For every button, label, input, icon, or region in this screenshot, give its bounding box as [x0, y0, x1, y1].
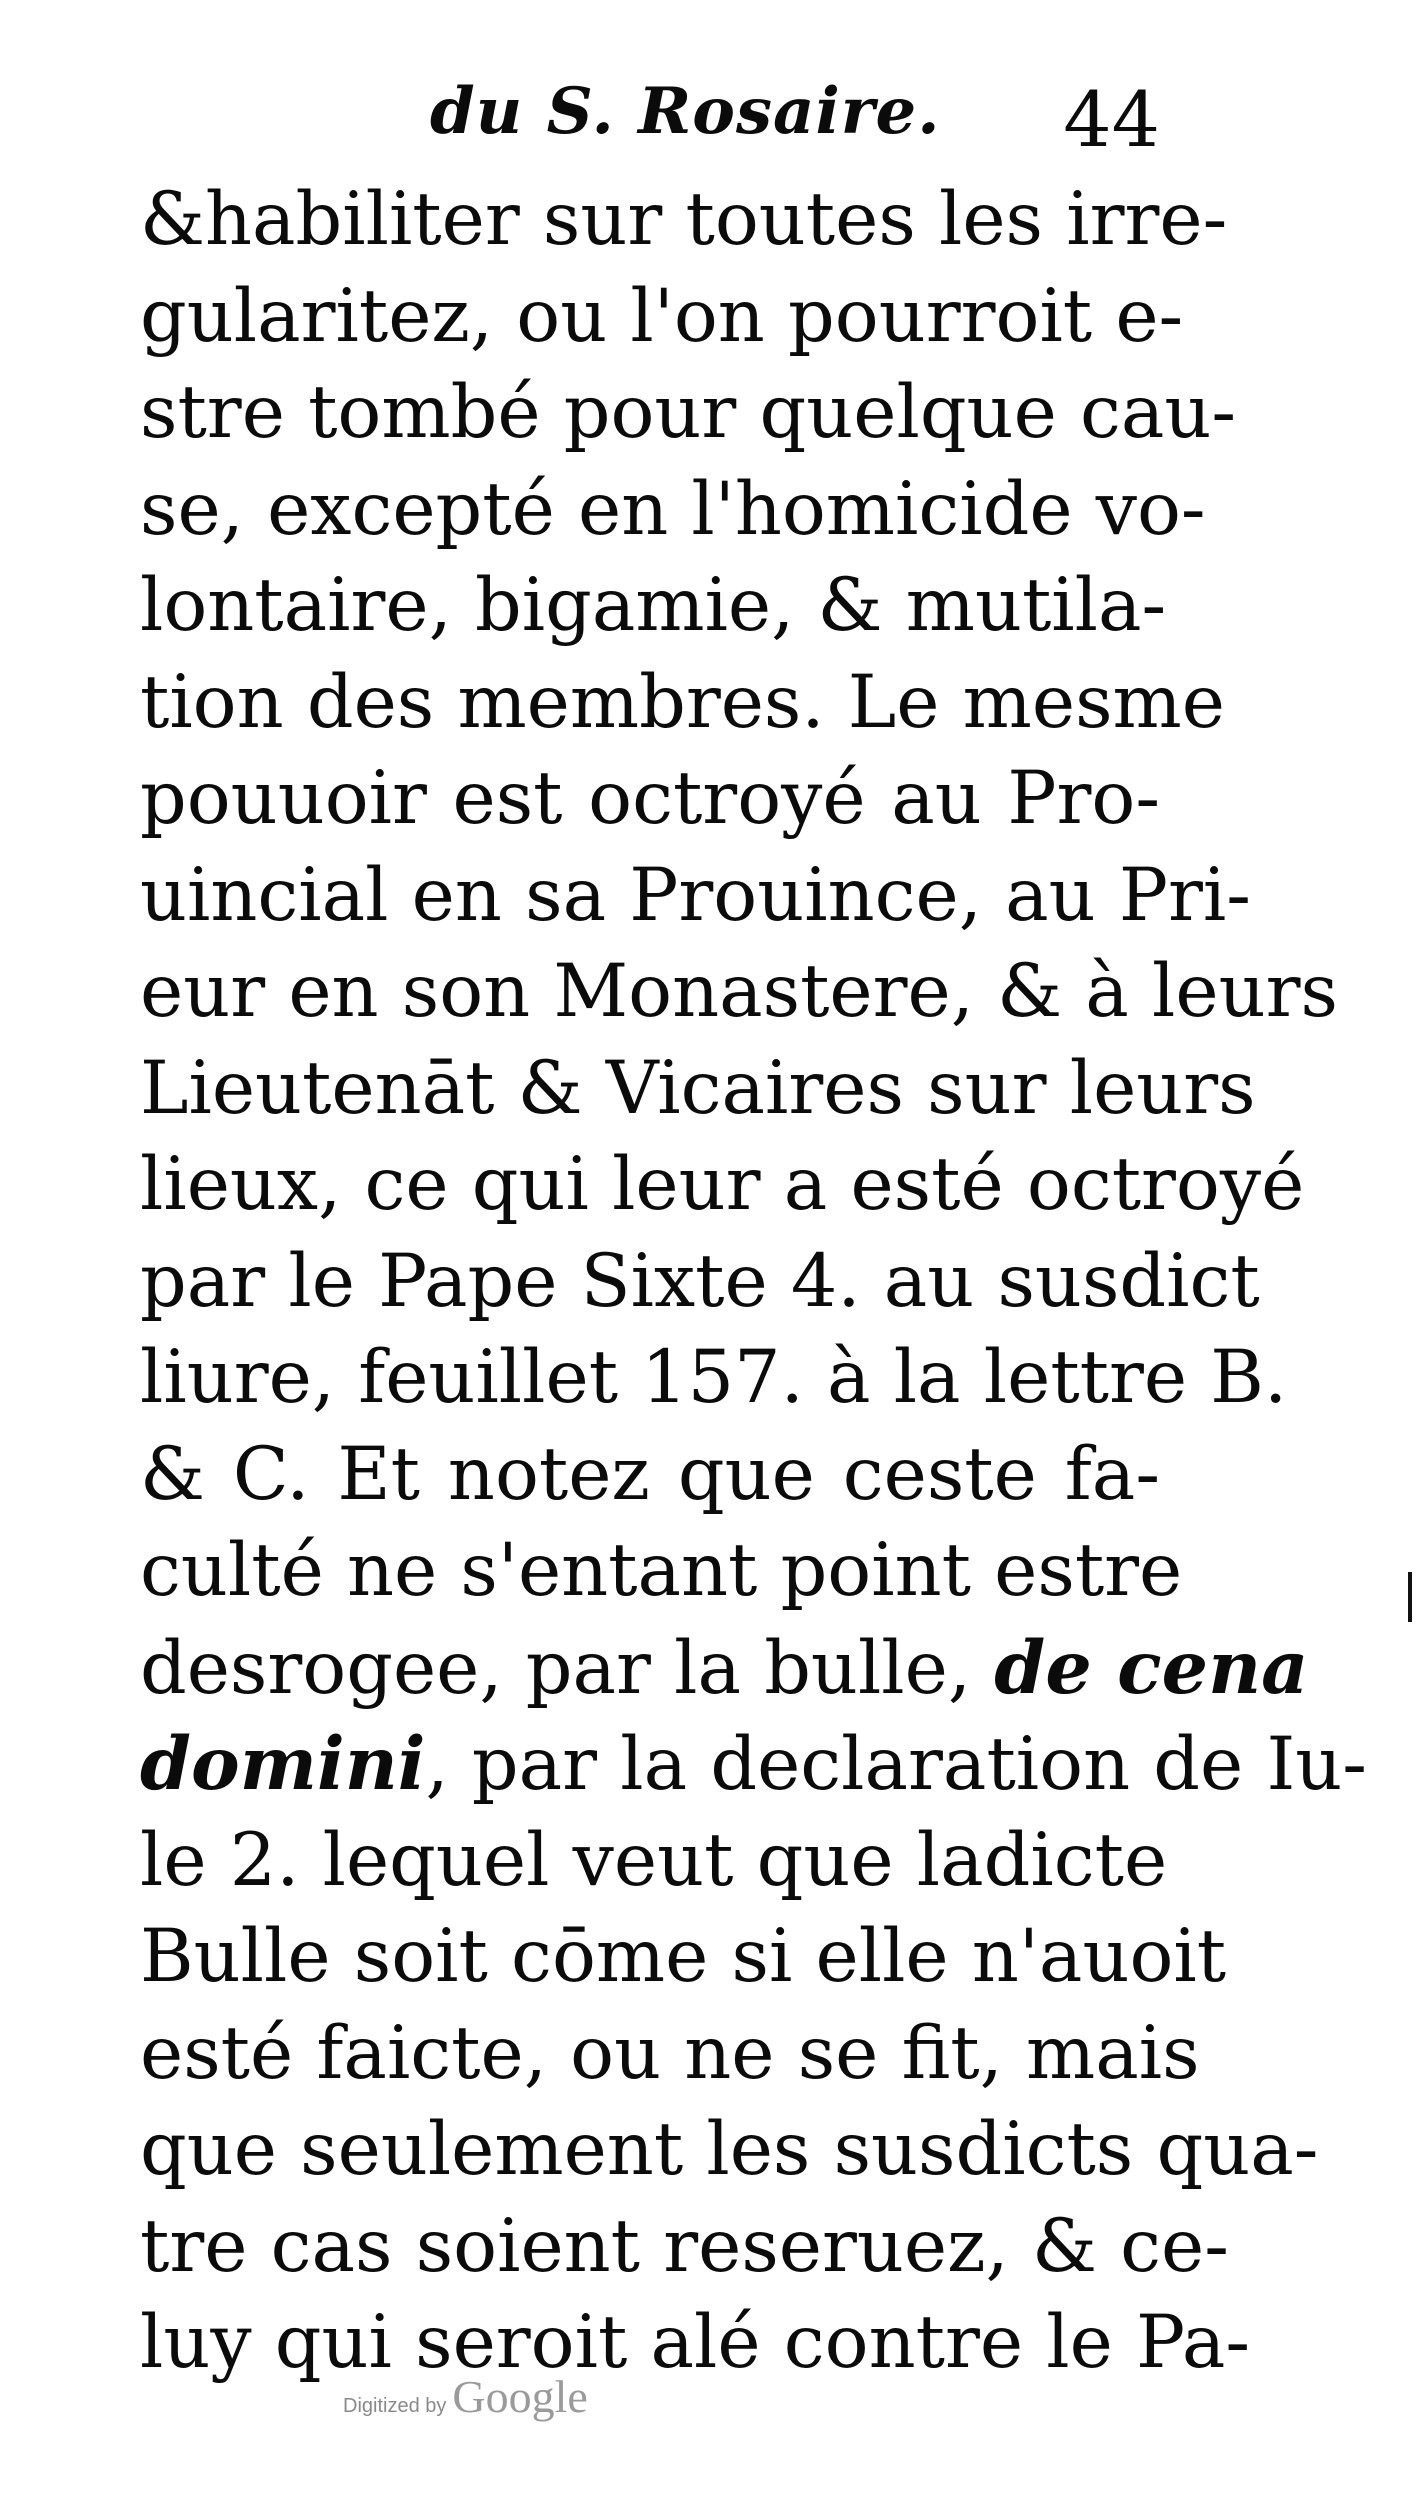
text-line [140, 1620, 1309, 1717]
running-head [140, 62, 1160, 172]
text-line: lontaire, bigamie, & mutila- [140, 563, 1167, 648]
italic-phrase: domini [140, 1721, 426, 1807]
text-segment: desrogee, par la bulle, [140, 1625, 972, 1711]
text-line: par le Pape Sixte 4. au susdict [140, 1238, 1260, 1324]
text-line: se, excepté en l'homicide vo- [140, 466, 1206, 552]
text-line: Bulle soit cōme si elle n'auoit [140, 1914, 1227, 1999]
text-line: que seulement les susdicts qua- [140, 2107, 1319, 2192]
text-line: tre cas soient reseruez, & ce- [140, 2203, 1229, 2289]
text-line: culté ne s'entant point estre [140, 1528, 1183, 1613]
text-line: esté faicte, ou ne se fit, mais [140, 2010, 1200, 2096]
text-segment: , par la declaration de Iu- [425, 1722, 1367, 1807]
text-line: uincial en sa Prouince, au Pri- [140, 852, 1251, 938]
text-line: eur en son Monastere, & à leurs [140, 949, 1338, 1034]
text-line [140, 1716, 1367, 1813]
text-line: tion des membres. Le mesme [140, 659, 1225, 745]
italic-phrase: de cena [994, 1624, 1309, 1711]
digitized-by-watermark [343, 2370, 588, 2423]
text-line: pouuoir est octroyé au Pro- [140, 756, 1160, 841]
text-line: luy qui seroit alé contre le Pa- [140, 2300, 1251, 2385]
body-text [140, 172, 1367, 2392]
text-line: stre tombé pour quelque cau- [140, 370, 1237, 455]
text-line: lieux, ce qui leur a esté octroyé [140, 1142, 1305, 1227]
digitized-by-text: Digitized by [343, 2395, 447, 2417]
page-number: 44 [1063, 75, 1160, 164]
google-logo: Google [452, 2371, 588, 2422]
text-line: gularitez, ou l'on pourroit e- [140, 273, 1184, 359]
page-edge-mark [1408, 1572, 1412, 1622]
text-line: Lieutenāt & Vicaires sur leurs [140, 1045, 1256, 1131]
running-title: du S. Rosaire. [430, 74, 941, 149]
text-line: le 2. lequel veut que ladicte [140, 1817, 1168, 1903]
text-line: &habiliter sur toutes les irre- [140, 177, 1228, 262]
text-line: liure, feuillet 157. à la lettre B. [140, 1335, 1288, 1420]
text-line: & C. Et notez que ceste fa- [140, 1431, 1160, 1517]
